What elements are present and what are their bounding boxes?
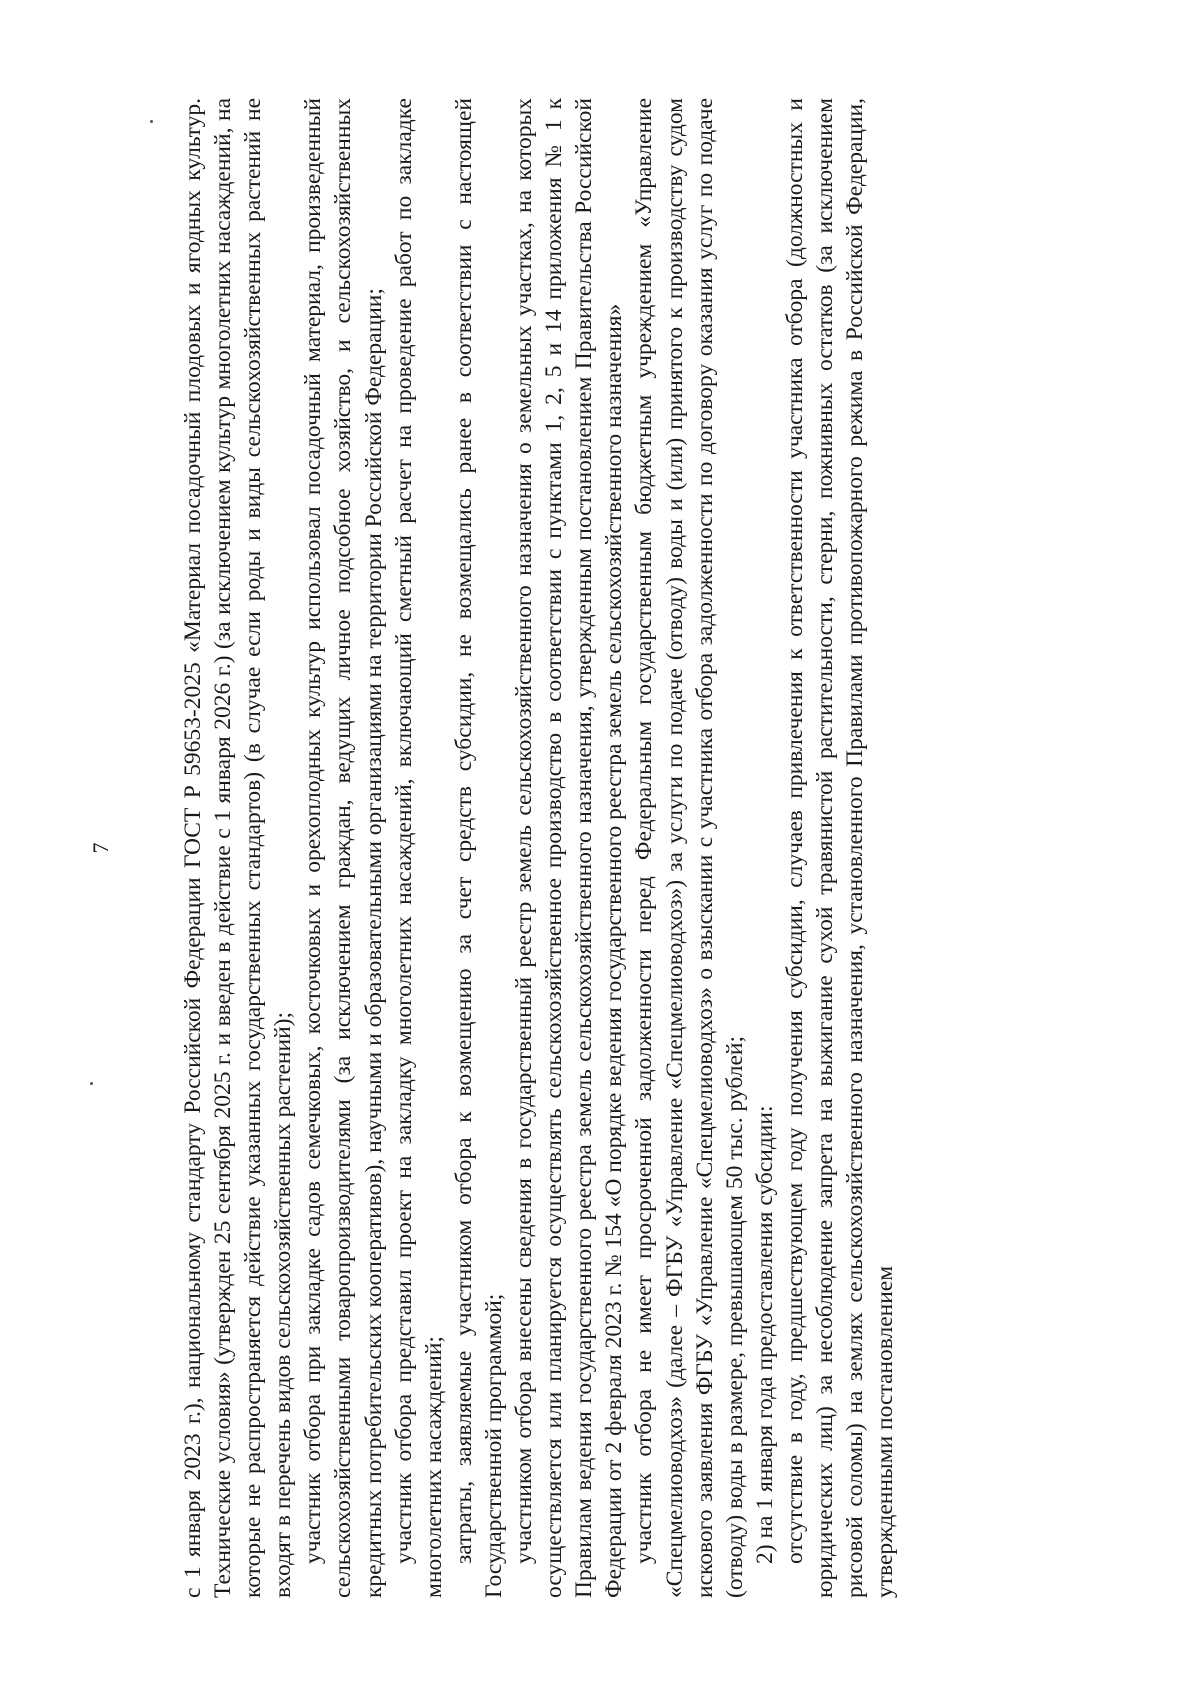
paragraph: участником отбора внесены сведения в государственный реестр земель сельскохозяйственного назначения о земельных участках, на которых осуществляется или планируется осуществлять сельскохозяйственное производство в соответствии с пунктами 1, 2, 5 и 14 приложения № 1 к Правилам ведения государственного реестра земель сельскохозяйственного назначения, утвержденным постановлением Правительства Российской Федерации от 2 февраля 2023 г. № 154 «О порядке ведения государственного реестра земель сельскохозяйственного назначения» [511, 98, 628, 1598]
paragraph: 2) на 1 января года предоставления субсидии: [751, 1105, 778, 1564]
paragraph: отсутствие в году, предшествующем году получения субсидии, случаев привлечения к ответственности участника отбора (должностных и юридических лиц) за несоблюдение запрета на выжигание сухой травянистой растительности, стерни, пожнивных остатков (за исключением рисовой соломы) на землях сельскохозяйственного назначения, установленного Правилами противопожарного режима в Российской Федерации, утвержденными постановлением [781, 98, 899, 1598]
paragraph: участник отбора не имеет просроченной задолженности перед Федеральным государственным бюджетным учреждением «Управление «Спецмелиоводхоз» (далее – ФГБУ «Управление «Спецмелиоводхоз») за услуги по подаче (отводу) воды и (или) принятого к производству судом искового заявления ФГБУ «Управление «Спецмелиоводхоз» о взыскании с участника отбора задолженности по договору оказания услуг по подаче (отводу) воды в размере, превышающем 50 тыс. рублей; [631, 98, 748, 1598]
document-body [178, 98, 900, 1598]
paragraph: участник отбора при закладке садов семечковых, косточковых и орехоплодных культур использовал посадочный материал, произведенный сельскохозяйственными товаропроизводителями (за исключением граждан, ведущих личное подсобное хозяйство, и сельскохозяйственных кредитных потребительских кооперативов), научными и образовательными организациями на территории Российской Федерации; [300, 98, 387, 1598]
paragraph: с 1 января 2023 г.), национальному стандарту Российской Федерации ГОСТ Р 59653-2025 «Материал посадочный плодовых и ягодных культур. Технические условия» (утвержден 25 сентября 2025 г. и введен в действие с 1 января 2026 г.) (за исключением культур многолетних насаждений, на которые не распространяется действие указанных государственных стандартов) (в случае если роды и виды сельскохозяйственных растений не входят в перечень видов сельскохозяйственных растений); [180, 98, 297, 1598]
paragraph: затраты, заявляемые участником отбора к возмещению за счет средств субсидии, не возмещались ранее в соответствии с настоящей Государственной программой; [450, 98, 507, 1598]
scan-speck [150, 120, 153, 123]
page-number: 7 [88, 842, 113, 854]
document-page [88, 98, 1018, 1598]
paragraph: участник отбора представил проект на закладку многолетних насаждений, включающий сметный расчет на проведение работ по закладке многолетних насаждений; [390, 98, 447, 1598]
